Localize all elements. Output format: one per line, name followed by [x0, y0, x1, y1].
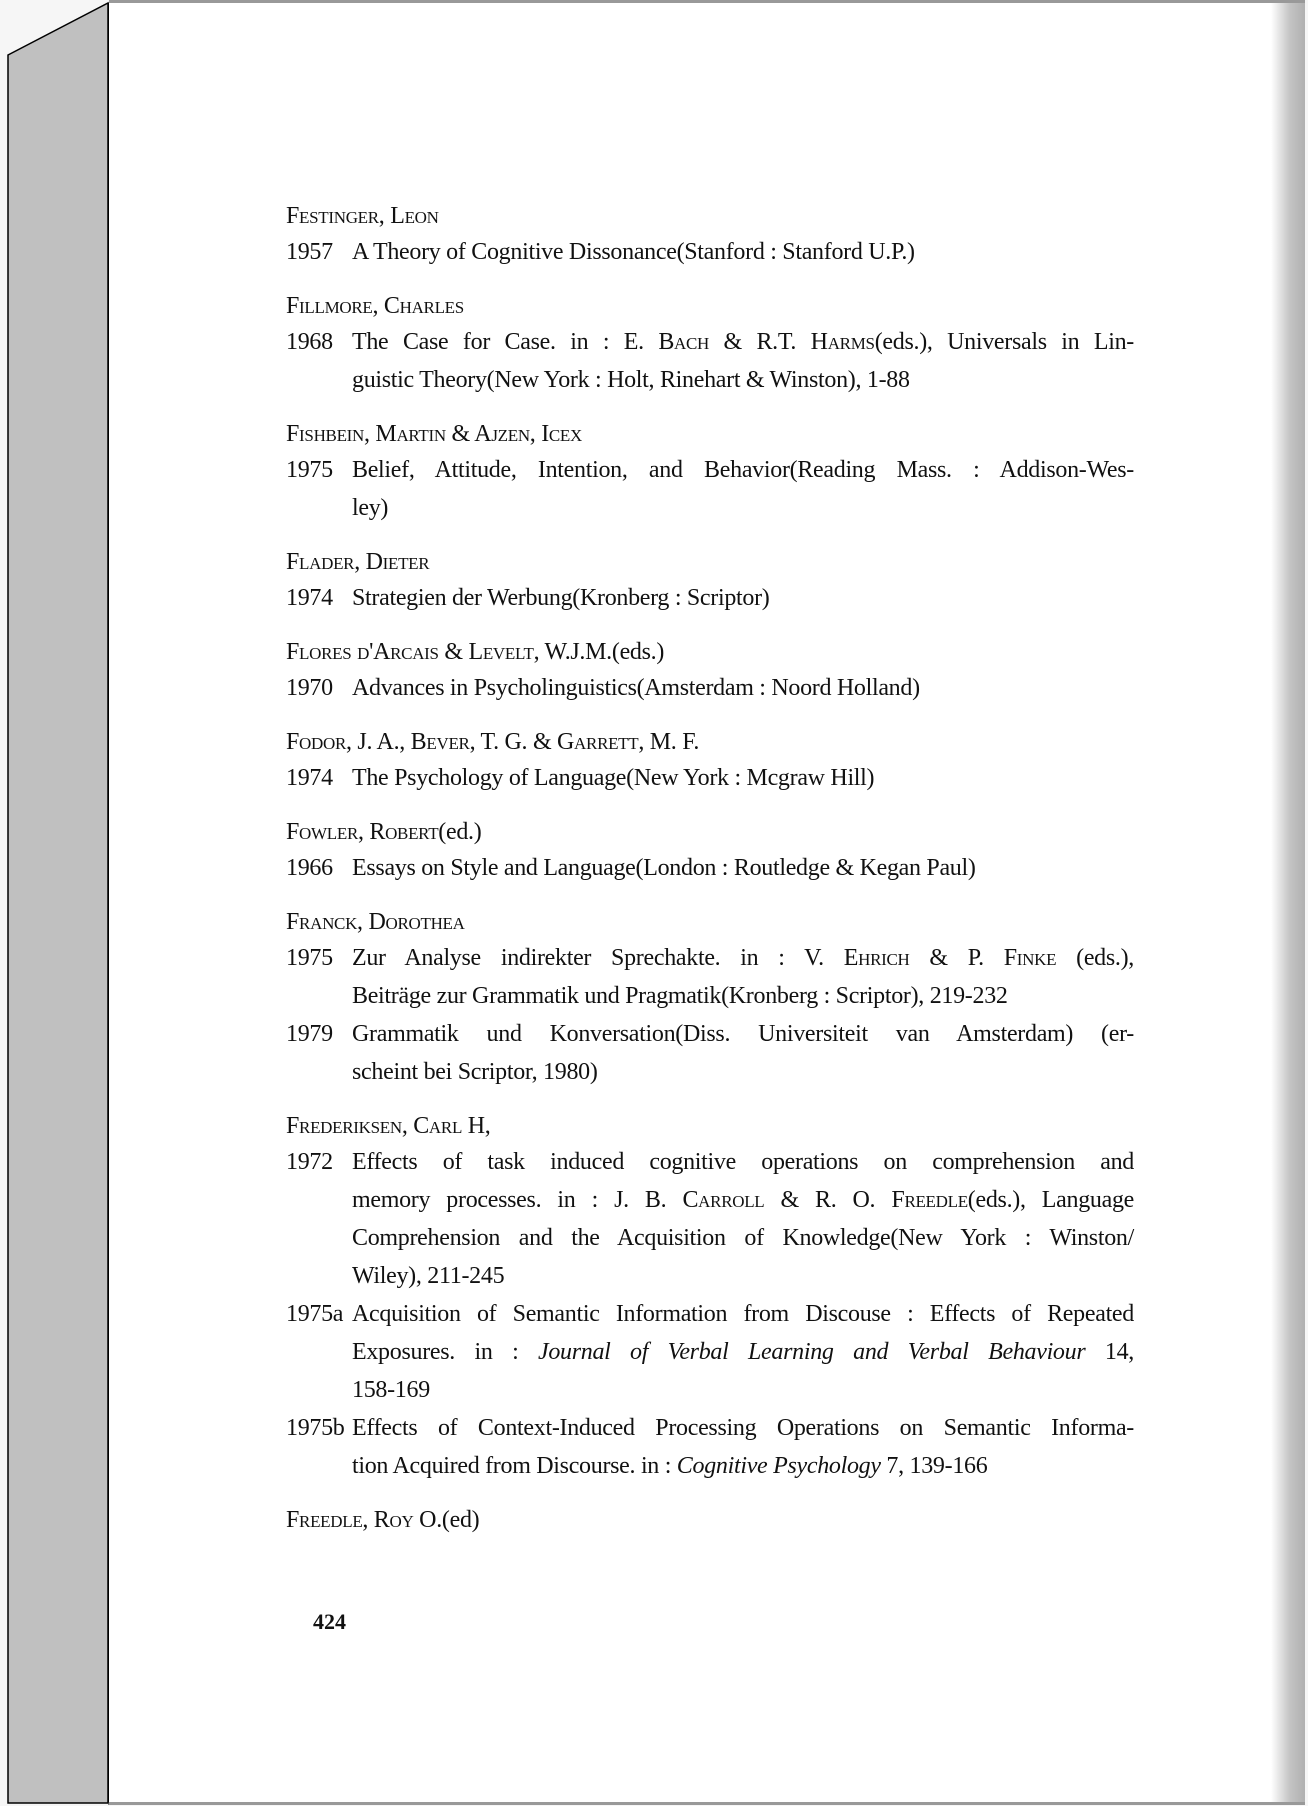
reference-line — [352, 1053, 1134, 1091]
author-name-part: W.J.M.(eds.) — [539, 639, 665, 665]
bibliography-entry — [286, 905, 1134, 1091]
bibliography-entry — [286, 635, 1134, 707]
author-name-part: Fowler, Robert — [286, 819, 439, 845]
reference-line — [352, 451, 1134, 489]
text-segment: The Psychology of Language(New York : Mcgraw Hill) — [352, 765, 875, 791]
reference-item — [286, 1015, 1134, 1091]
author-name-part: Fillmore, Charles — [286, 293, 464, 319]
author-name-part: Frederiksen, Carl — [286, 1113, 463, 1139]
reference-text — [352, 1143, 1134, 1295]
publication-year: 1975 — [286, 457, 333, 483]
author-name-part: J. A., — [351, 729, 411, 755]
reference-text — [352, 1295, 1134, 1409]
text-segment: Bach — [658, 329, 710, 355]
publication-year: 1974 — [286, 585, 333, 611]
page-right-shadow — [1271, 3, 1305, 1802]
reference-line — [352, 939, 1134, 977]
reference-item — [286, 233, 1134, 271]
bibliography-entry — [286, 1109, 1134, 1485]
reference-line — [352, 1181, 1134, 1219]
text-segment: (eds.), — [1056, 945, 1135, 971]
reference-line — [352, 489, 1134, 527]
author-name-part: Freedle, Roy — [286, 1507, 414, 1533]
author-name-part: H, — [462, 1113, 491, 1139]
bibliography-entry — [286, 289, 1134, 399]
publication-year: 1970 — [286, 675, 333, 701]
text-segment: Essays on Style and Language(London : Routledge & Kegan Paul) — [352, 855, 976, 881]
bibliography-list — [286, 199, 1134, 1555]
text-segment: tion Acquired from Discourse. in : — [352, 1453, 677, 1479]
book-page — [108, 3, 1305, 1805]
author-heading — [286, 635, 1134, 669]
reference-line — [352, 579, 1134, 617]
publication-year: 1975a — [286, 1301, 344, 1327]
author-name-part: Flores d'Arcais & Levelt, — [286, 639, 540, 665]
text-segment: memory processes. in : J. B. — [352, 1187, 683, 1213]
author-name-part: Fodor, — [286, 729, 352, 755]
author-name-part: Festinger, Leon — [286, 203, 439, 229]
text-segment: 14, — [1085, 1339, 1134, 1365]
reference-item — [286, 451, 1134, 527]
reference-item — [286, 1409, 1134, 1485]
author-heading — [286, 1503, 1134, 1537]
author-heading — [286, 289, 1134, 323]
reference-line — [352, 669, 1134, 707]
text-segment: Exposures. in : — [352, 1339, 538, 1365]
reference-line — [352, 1333, 1134, 1371]
reference-line — [352, 1015, 1134, 1053]
publication-year: 1975b — [286, 1415, 345, 1441]
publication-year: 1974 — [286, 765, 333, 791]
author-heading — [286, 545, 1134, 579]
author-name-part: Flader, Dieter — [286, 549, 430, 575]
text-segment: ley) — [352, 495, 389, 521]
reference-text — [352, 939, 1134, 1015]
reference-item — [286, 579, 1134, 617]
text-segment: A Theory of Cognitive Dissonance(Stanford : Stanford U.P.) — [352, 239, 915, 265]
reference-item — [286, 323, 1134, 399]
reference-line — [352, 1143, 1134, 1181]
text-segment: The Case for Case. in : E. — [352, 329, 659, 355]
reference-item — [286, 1295, 1134, 1409]
text-segment: (eds.), Language — [967, 1187, 1135, 1213]
author-name-part: Fishbein, Martin & Ajzen, Icex — [286, 421, 582, 447]
author-name-part: M. F. — [644, 729, 700, 755]
bibliography-entry — [286, 199, 1134, 271]
text-segment: Zur Analyse indirekter Sprechakte. in : V. — [352, 945, 844, 971]
text-segment: Finke — [1003, 945, 1057, 971]
reference-text — [352, 669, 1134, 707]
text-segment: Acquisition of Semantic Information from Discouse : Effects of Repeated — [352, 1301, 1134, 1327]
reference-text — [352, 233, 1134, 271]
bibliography-entry — [286, 815, 1134, 887]
text-segment: guistic Theory(New York : Holt, Rinehart & Winston), 1-88 — [352, 367, 910, 393]
reference-item — [286, 759, 1134, 797]
publication-year: 1972 — [286, 1149, 333, 1175]
reference-line — [352, 759, 1134, 797]
text-segment: Ehrich — [843, 945, 910, 971]
reference-line — [352, 1447, 1134, 1485]
bibliography-entry — [286, 1503, 1134, 1537]
page-number: 424 — [313, 1609, 346, 1634]
bibliography-entry — [286, 545, 1134, 617]
reference-item — [286, 669, 1134, 707]
author-heading — [286, 1109, 1134, 1143]
text-segment: Effects of Context-Induced Processing Operations on Semantic Informa- — [352, 1415, 1134, 1441]
reference-text — [352, 759, 1134, 797]
author-heading — [286, 199, 1134, 233]
reference-text — [352, 323, 1134, 399]
publication-year: 1975 — [286, 945, 333, 971]
author-name-part: (ed.) — [438, 819, 482, 845]
author-name-part: O.(ed) — [413, 1507, 480, 1533]
reference-line — [352, 1257, 1134, 1295]
text-segment: Cognitive Psychology — [676, 1453, 881, 1479]
text-segment: Advances in Psycholinguistics(Amsterdam : Noord Holland) — [352, 675, 920, 701]
text-segment: Effects of task induced cognitive operations on comprehension and — [352, 1149, 1134, 1175]
reference-item — [286, 849, 1134, 887]
publication-year: 1968 — [286, 329, 333, 355]
text-segment: Grammatik und Konversation(Diss. Universiteit van Amsterdam) (er- — [352, 1021, 1134, 1047]
reference-text — [352, 1015, 1134, 1091]
text-segment: Journal of Verbal Learning and Verbal Behaviour — [537, 1339, 1086, 1365]
text-segment: Wiley), 211-245 — [352, 1263, 505, 1289]
text-segment: (eds.), Universals in Lin- — [874, 329, 1135, 355]
reference-item — [286, 939, 1134, 1015]
reference-text — [352, 451, 1134, 527]
bibliography-entry — [286, 725, 1134, 797]
author-name-part: Bever, — [410, 729, 476, 755]
author-heading — [286, 815, 1134, 849]
reference-line — [352, 1219, 1134, 1257]
reference-line — [352, 323, 1134, 361]
reference-line — [352, 1295, 1134, 1333]
reference-item — [286, 1143, 1134, 1295]
page-top-edge — [109, 0, 1305, 3]
author-heading — [286, 905, 1134, 939]
reference-line — [352, 977, 1134, 1015]
author-name-part: Franck, Dorothea — [286, 909, 465, 935]
bibliography-entry — [286, 417, 1134, 527]
text-segment: & P. — [909, 945, 1004, 971]
publication-year: 1966 — [286, 855, 333, 881]
author-heading — [286, 417, 1134, 451]
reference-line — [352, 1371, 1134, 1409]
text-segment: Belief, Attitude, Intention, and Behavior(Reading Mass. : Addison-Wes- — [352, 457, 1134, 483]
text-segment: Harms — [810, 329, 875, 355]
reference-text — [352, 579, 1134, 617]
reference-line — [352, 361, 1134, 399]
reference-line — [352, 1409, 1134, 1447]
publication-year: 1979 — [286, 1021, 333, 1047]
text-segment: Carroll — [682, 1187, 765, 1213]
author-name-part: T. G. & — [475, 729, 558, 755]
text-segment: & R. O. — [764, 1187, 892, 1213]
reference-line — [352, 849, 1134, 887]
text-segment: 158-169 — [352, 1377, 430, 1403]
author-name-part: Garrett, — [557, 729, 645, 755]
text-segment: Comprehension and the Acquisition of Knowledge(New York : Winston/ — [352, 1225, 1134, 1251]
text-segment: 7, 139-166 — [880, 1453, 988, 1479]
publication-year: 1957 — [286, 239, 333, 265]
text-segment: & R.T. — [709, 329, 811, 355]
text-segment: Strategien der Werbung(Kronberg : Scriptor) — [352, 585, 770, 611]
text-segment: scheint bei Scriptor, 1980) — [352, 1059, 598, 1085]
reference-line — [352, 233, 1134, 271]
text-segment: Freedle — [891, 1187, 968, 1213]
text-segment: Beiträge zur Grammatik und Pragmatik(Kronberg : Scriptor), 219-232 — [352, 983, 1008, 1009]
reference-text — [352, 1409, 1134, 1485]
author-heading — [286, 725, 1134, 759]
reference-text — [352, 849, 1134, 887]
